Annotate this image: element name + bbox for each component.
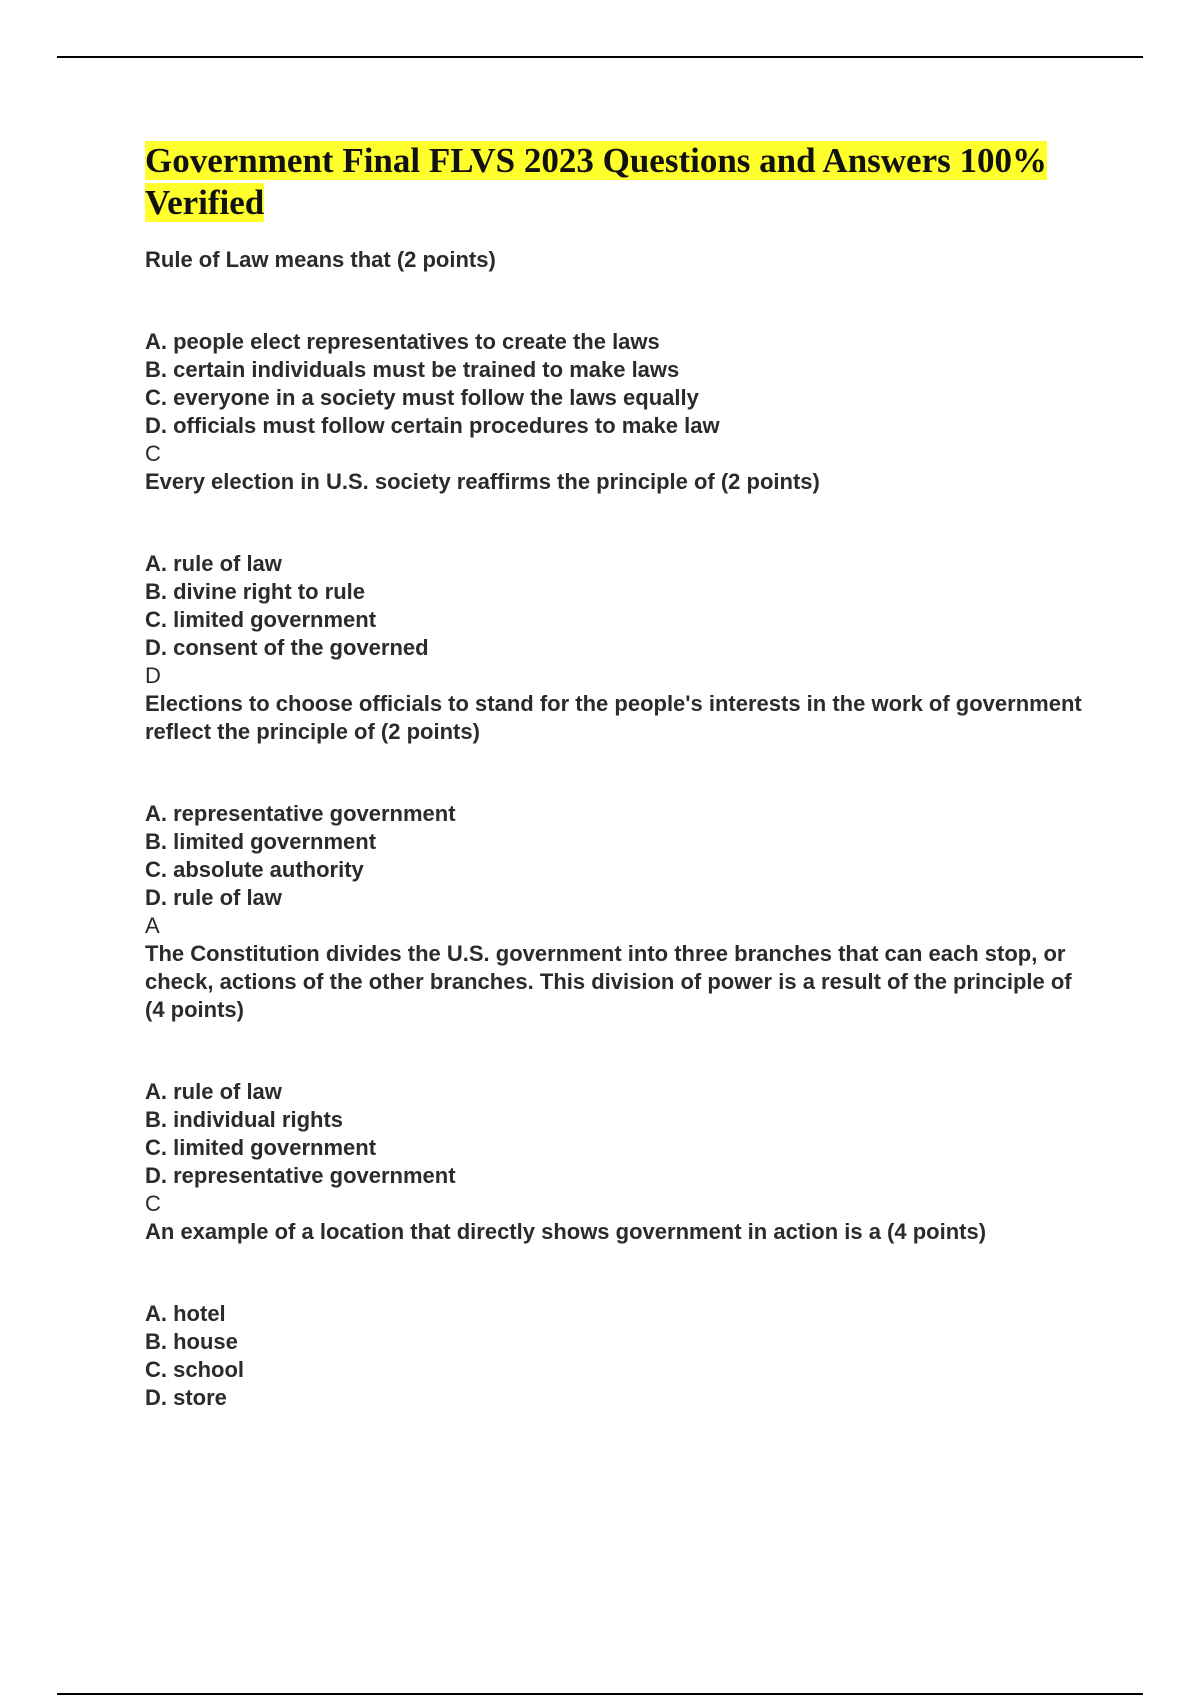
document-body (145, 140, 1095, 1412)
document-title (145, 140, 1095, 224)
option-d: D. consent of the governed (145, 635, 429, 660)
question-text: The Constitution divides the U.S. government into three branches that can each stop, or check, actions of the other branches. This division of power is a result of the principle of (4 points) (145, 941, 1072, 1022)
answer-options (145, 800, 1095, 912)
option-d: D. officials must follow certain procedures to make law (145, 413, 720, 438)
question-3 (145, 690, 1095, 940)
option-a: A. rule of law (145, 551, 282, 576)
option-c: C. everyone in a society must follow the laws equally (145, 385, 699, 410)
top-divider (57, 56, 1143, 58)
bottom-divider (57, 1693, 1143, 1695)
option-a: A. representative government (145, 801, 456, 826)
answer-key: A (145, 913, 160, 938)
question-4 (145, 940, 1095, 1218)
option-b: B. certain individuals must be trained to make laws (145, 357, 680, 382)
answer-key: C (145, 441, 161, 466)
option-d: D. rule of law (145, 885, 282, 910)
answer-options (145, 1300, 1095, 1412)
answer-options (145, 550, 1095, 662)
question-1 (145, 246, 1095, 468)
option-a: A. hotel (145, 1301, 226, 1326)
option-b: B. house (145, 1329, 238, 1354)
option-b: B. limited government (145, 829, 377, 854)
answer-options (145, 328, 1095, 440)
question-text: Rule of Law means that (2 points) (145, 247, 496, 272)
answer-options (145, 1078, 1095, 1190)
document-title-text: Government Final FLVS 2023 Questions and Answers 100% Verified (145, 141, 1048, 222)
option-c: C. limited government (145, 1135, 377, 1160)
option-a: A. people elect representatives to create the laws (145, 329, 660, 354)
question-2 (145, 468, 1095, 690)
question-text: Elections to choose officials to stand for the people's interests in the work of government reflect the principle of (2 points) (145, 691, 1082, 744)
question-5 (145, 1218, 1095, 1412)
option-c: C. absolute authority (145, 857, 364, 882)
option-d: D. representative government (145, 1163, 456, 1188)
question-text: Every election in U.S. society reaffirms the principle of (2 points) (145, 469, 820, 494)
question-text: An example of a location that directly shows government in action is a (4 points) (145, 1219, 987, 1244)
option-d: D. store (145, 1385, 227, 1410)
option-b: B. divine right to rule (145, 579, 366, 604)
answer-key: C (145, 1191, 161, 1216)
option-a: A. rule of law (145, 1079, 282, 1104)
option-c: C. school (145, 1357, 245, 1382)
option-b: B. individual rights (145, 1107, 344, 1132)
option-c: C. limited government (145, 607, 377, 632)
answer-key: D (145, 663, 161, 688)
